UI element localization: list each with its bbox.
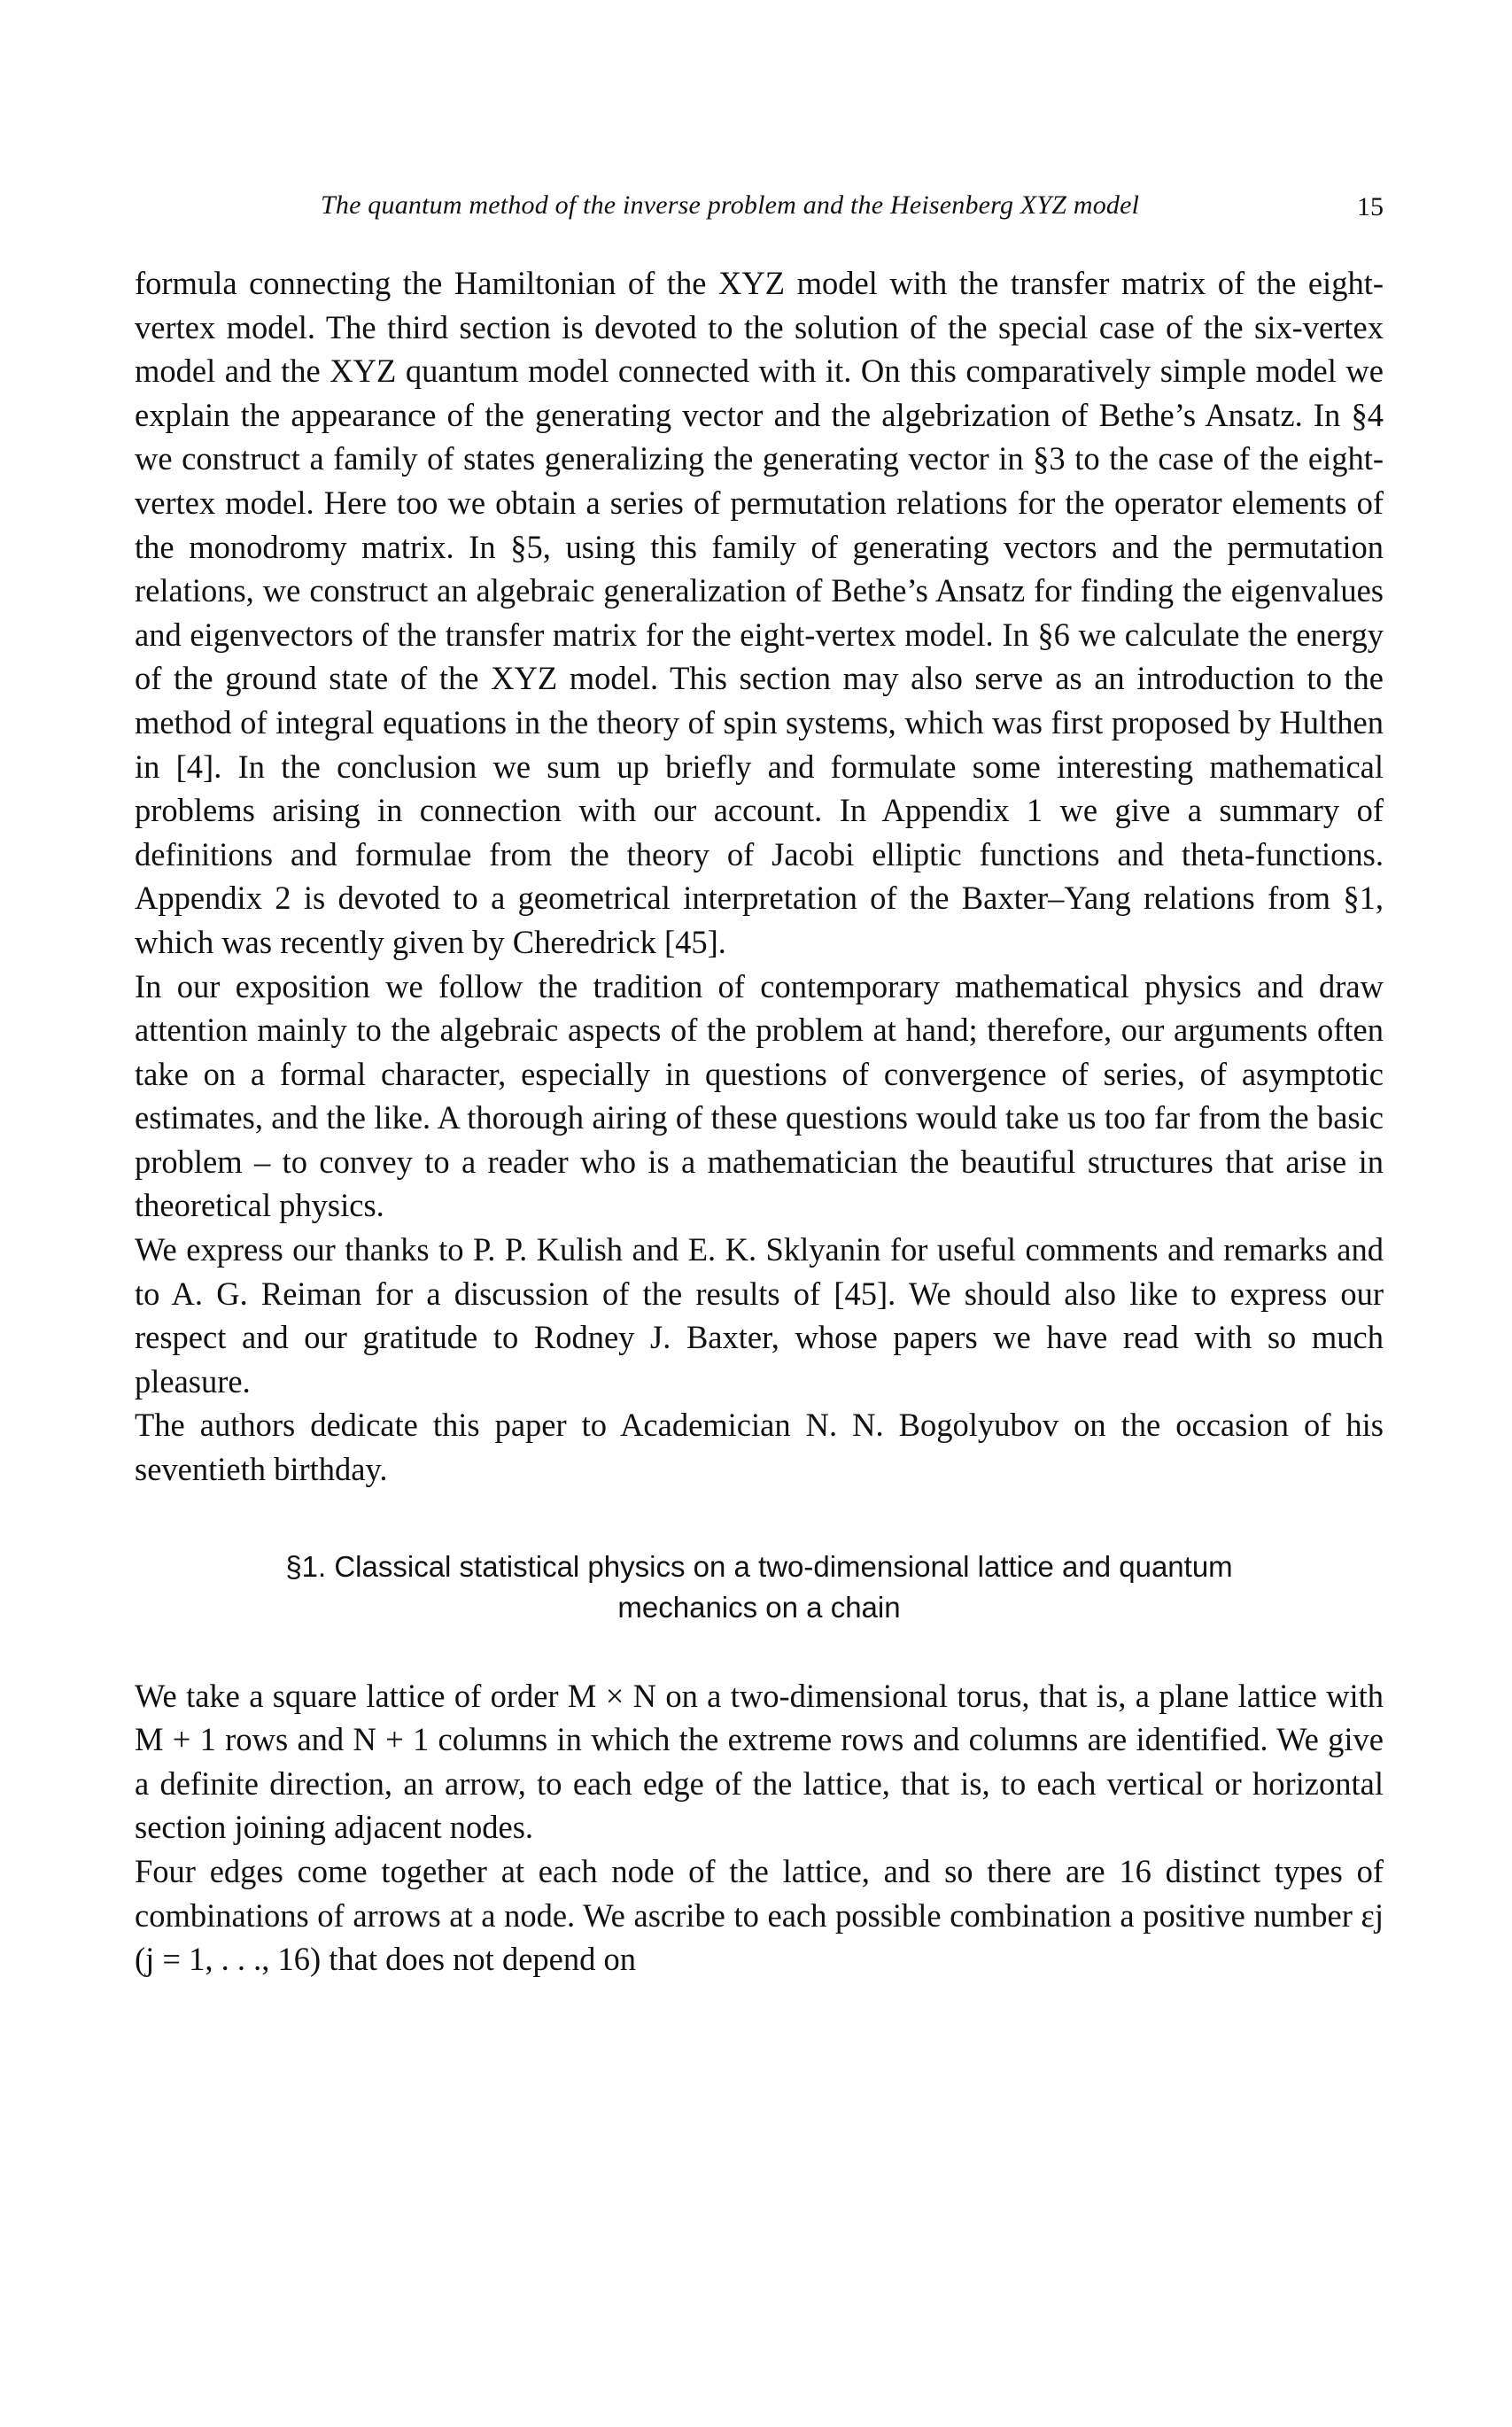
page-number: 15 — [1357, 192, 1384, 221]
paragraph-continuation: formula connecting the Hamiltonian of the XYZ model with the transfer matrix of the eight-vertex model. The third section is devoted to the solution of the special case of the six-vertex model and the XYZ quantum model connected with it. On this comparatively simple model we explain the appearance of the generating vector and the algebrization of Bethe’s Ansatz. In §4 we construct a family of states generalizing the generating vector in §3 to the case of the eight-vertex model. Here too we obtain a series of permutation relations for the operator elements of the monodromy matrix. In §5, using this family of generating vectors and the permutation relations, we construct an algebraic generalization of Bethe’s Ansatz for finding the eigenvalues and eigenvectors of the transfer matrix for the eight-vertex model. In §6 we calculate the energy of the ground state of the XYZ model. This section may also serve as an introduction to the method of integral equations in the theory of spin systems, which was first proposed by Hulthen in [4]. In the conclusion we sum up briefly and formulate some interesting mathematical problems arising in connection with our account. In Appendix 1 we give a summary of definitions and formulae from the theory of Jacobi elliptic functions and theta-functions. Appendix 2 is devoted to a geometrical interpretation of the Baxter–Yang relations from §1, which was recently given by Cheredrick [45]. — [135, 265, 1384, 960]
paragraph-exposition — [135, 965, 1384, 1229]
body-text — [135, 261, 1384, 1492]
section-paragraph-edges: Four edges come together at each node of the lattice, and so there are 16 distinct types of combinations of arrows at a node. We ascribe to each possible combination a positive number εj (j = 1, . . ., 16) that does not depend on — [135, 1853, 1384, 1978]
document-page — [135, 182, 1384, 1981]
paragraph-acknowledgements: We express our thanks to P. P. Kulish and E. K. Sklyanin for useful comments and remarks and to A. G. Reiman for a discussion of the results of [45]. We should also like to express our respect and our gratitude to Rodney J. Baxter, whose papers we have read with so much pleasure. — [135, 1231, 1384, 1400]
section-paragraph-lattice: We take a square lattice of order M × N on a two-dimensional torus, that is, a plane lattice with M + 1 rows and N + 1 columns in which the extreme rows and columns are identified. We give a definite direction, an arrow, to each edge of the lattice, that is, to each vertical or horizontal section joining adjacent nodes. — [135, 1677, 1384, 1846]
running-title: The quantum method of the inverse problem and the Heisenberg XYZ model — [321, 190, 1140, 220]
section-body — [135, 1674, 1384, 1981]
paragraph-dedication: The authors dedicate this paper to Academician N. N. Bogolyubov on the occasion of his seventieth birthday. — [135, 1407, 1384, 1488]
section-heading-line-2: mechanics on a chain — [617, 1590, 901, 1624]
running-header — [135, 182, 1384, 226]
section-heading — [135, 1547, 1384, 1628]
paragraph-exposition-text: In our exposition we follow the tradition of contemporary mathematical physics and draw attention mainly to the algebraic aspects of the problem at hand; therefore, our arguments often take on a formal character, especially in questions of convergence of series, of asymptotic estimates, and the like. A thorough airing of these questions would take us too far from the basic problem – to convey to a reader who is a mathematician the beautiful structures that arise in theoretical physics. — [135, 967, 1384, 1224]
section-heading-line-1: §1. Classical statistical physics on a two-dimensional lattice and quantum — [285, 1549, 1233, 1583]
